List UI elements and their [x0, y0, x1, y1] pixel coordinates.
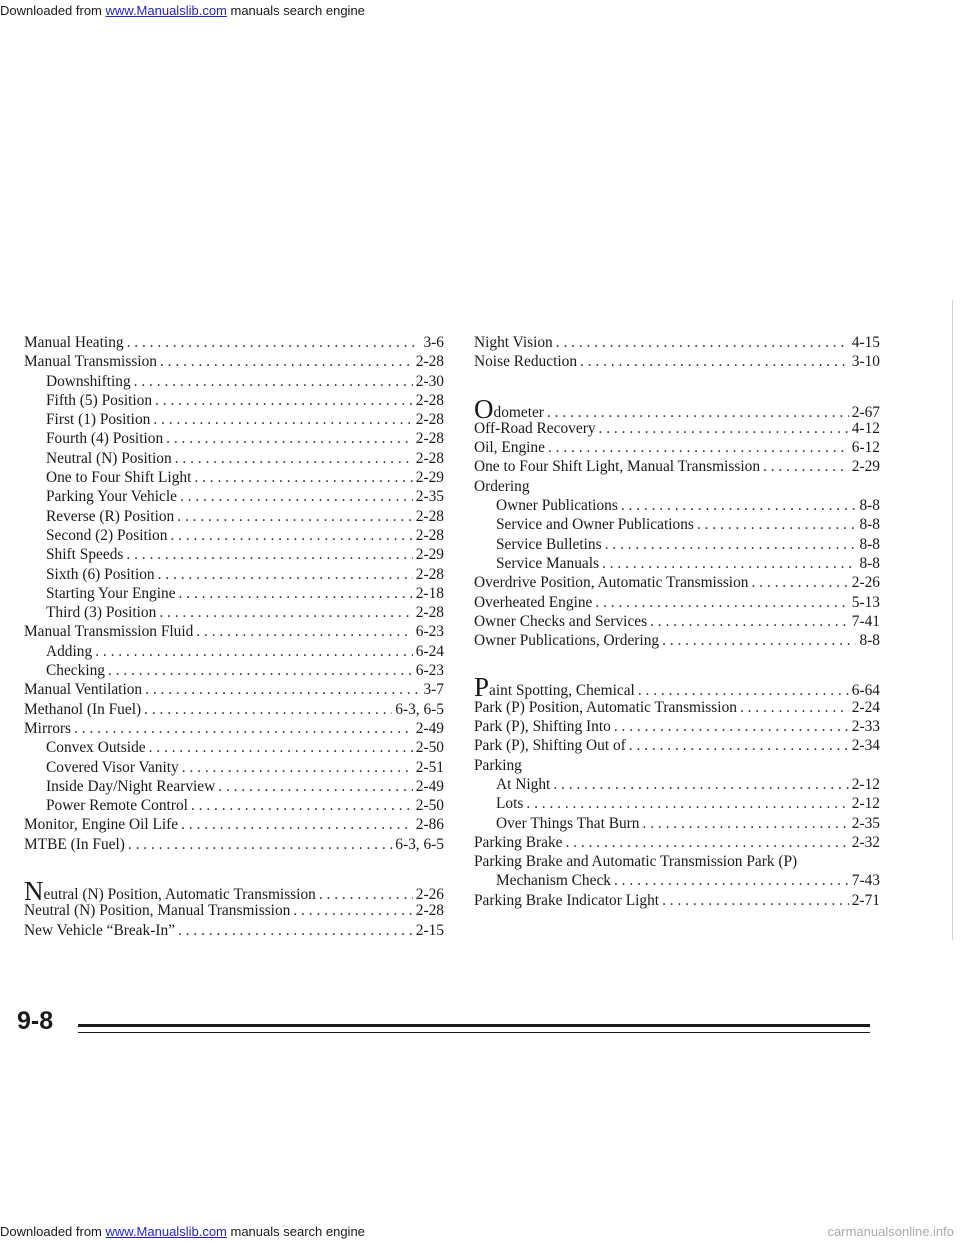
- index-term: [496, 496, 618, 515]
- dot-leader: [128, 835, 392, 854]
- index-page-ref: 3-6: [423, 334, 444, 351]
- index-term: [474, 631, 659, 650]
- index-term: Reverse (R) Position: [46, 507, 175, 525]
- download-banner: [0, 0, 960, 22]
- index-term-text: Park (P), Shifting Into: [474, 718, 611, 736]
- manualslib-link[interactable]: www.Manualslib.com: [105, 3, 227, 18]
- dot-leader: [751, 573, 848, 592]
- index-column-left: [24, 333, 444, 940]
- index-term: [496, 871, 611, 890]
- dot-leader: [293, 901, 412, 920]
- footer-banner-suffix: manuals search engine: [226, 1224, 365, 1239]
- index-term: Manual Heating: [24, 334, 124, 351]
- dot-leader: [180, 487, 413, 506]
- index-term: [474, 457, 760, 476]
- dot-leader: [158, 565, 413, 584]
- dot-leader: [553, 775, 848, 794]
- index-term-text: Over Things That Burn: [496, 814, 640, 832]
- index-term: [496, 554, 599, 573]
- index-page-ref: 2-50: [415, 739, 444, 757]
- section-gap: [474, 650, 880, 678]
- index-page-ref: 2-71: [851, 891, 880, 909]
- index-term: [474, 891, 659, 910]
- index-page-ref: 2-12: [851, 795, 880, 813]
- index-entry: [24, 777, 444, 796]
- index-entry: [474, 457, 880, 476]
- index-term: Shift Speeds: [46, 546, 124, 564]
- index-term-text: New Vehicle “Break-In”: [24, 921, 175, 939]
- index-term: [496, 814, 640, 833]
- index-page-ref: 2-12: [851, 775, 880, 793]
- dot-leader: [175, 449, 413, 468]
- index-entry: [474, 393, 880, 424]
- index-entry: [474, 871, 880, 890]
- dot-leader: [134, 372, 413, 391]
- index-page-ref: 2-33: [851, 718, 880, 736]
- index-page-ref: 2-67: [851, 403, 880, 421]
- index-entry: [474, 756, 880, 775]
- index-term-text: Parking: [474, 756, 522, 774]
- index-term: [474, 736, 626, 755]
- index-term-text: Lots: [496, 795, 524, 813]
- index-term-text: Park (P) Position, Automatic Transmission: [474, 698, 737, 716]
- index-term: Downshifting: [46, 372, 131, 390]
- index-term: Methanol (In Fuel): [24, 700, 142, 718]
- footer-manualslib-link[interactable]: www.Manualslib.com: [105, 1224, 227, 1239]
- index-page-ref: 6-12: [851, 439, 880, 457]
- index-term: Fifth (5) Position: [46, 391, 153, 409]
- dot-leader: [194, 468, 412, 487]
- index-page-ref: 2-50: [415, 797, 444, 815]
- watermark: carmanualsonline.info: [827, 1224, 954, 1239]
- dot-leader: [526, 794, 848, 813]
- index-page-ref: 6-23: [415, 662, 444, 680]
- index-page-ref: 6-3, 6-5: [395, 835, 444, 853]
- index-entry: [24, 507, 444, 526]
- dot-leader: [153, 410, 412, 429]
- index-term: Manual Transmission Fluid: [24, 623, 194, 641]
- index-term-text: Service and Owner Publications: [496, 516, 694, 534]
- index-entry: [474, 717, 880, 736]
- index-term: Second (2) Position: [46, 526, 168, 544]
- index-term: [474, 419, 596, 438]
- index-entry: [24, 391, 444, 410]
- index-page-ref: 2-49: [415, 719, 444, 737]
- index-page-ref: 2-28: [415, 411, 444, 429]
- index-term: Parking Your Vehicle: [46, 488, 177, 506]
- index-page-ref: 2-32: [851, 833, 880, 851]
- index-term: [496, 535, 602, 554]
- dot-leader: [580, 352, 849, 371]
- index-page-ref: 3-7: [423, 681, 444, 699]
- dot-leader: [599, 419, 849, 438]
- index-term: [496, 515, 694, 534]
- index-entry: [24, 526, 444, 545]
- dot-leader: [182, 758, 413, 777]
- dot-leader: [697, 515, 857, 534]
- index-page-ref: 2-30: [415, 372, 444, 390]
- section-initial-letter: P: [474, 672, 490, 703]
- index-page-ref: 2-28: [415, 902, 444, 920]
- dot-leader: [145, 680, 420, 699]
- index-entry: [24, 545, 444, 564]
- index-term-text: At Night: [496, 775, 551, 793]
- dot-leader: [179, 584, 413, 603]
- index-term: [474, 698, 737, 717]
- index-term-text: Mechanism Check: [496, 872, 611, 890]
- index-entry: [24, 815, 444, 834]
- index-page-ref: 6-64: [851, 682, 880, 700]
- page-number: 9-8: [17, 1007, 54, 1035]
- index-page-ref: 8-8: [859, 497, 880, 515]
- index-term-text: eutral (N) Position, Automatic Transmission: [43, 886, 316, 904]
- index-term: Covered Visor Vanity: [46, 758, 179, 776]
- index-page-ref: 2-28: [415, 391, 444, 409]
- index-term: Adding: [46, 642, 93, 660]
- index-page-ref: 6-24: [415, 642, 444, 660]
- index-entry: [24, 835, 444, 854]
- index-term-text: Owner Publications, Ordering: [474, 632, 660, 650]
- index-entry: [474, 852, 880, 871]
- dot-leader: [614, 717, 849, 736]
- dot-leader: [178, 921, 413, 940]
- index-term: Third (3) Position: [46, 604, 157, 622]
- dot-leader: [181, 815, 413, 834]
- index-term: Fourth (4) Position: [46, 430, 164, 448]
- dot-leader: [763, 457, 849, 476]
- index-entry: [24, 876, 444, 907]
- index-entry: [474, 794, 880, 813]
- index-column-right: [474, 333, 880, 910]
- index-entry: [24, 603, 444, 622]
- index-page-ref: 2-26: [851, 574, 880, 592]
- index-page-ref: 6-23: [415, 623, 444, 641]
- index-term-text: Parking Brake Indicator Light: [474, 891, 660, 909]
- index-term-text: aint Spotting, Chemical: [489, 682, 635, 700]
- index-term: [474, 852, 797, 871]
- index-page-ref: 4-15: [851, 334, 880, 351]
- footer-banner-prefix: Downloaded from: [0, 1224, 106, 1239]
- index-entry: [474, 352, 880, 371]
- index-term-text: Service Manuals: [496, 554, 600, 572]
- index-term: [474, 756, 522, 775]
- dot-leader: [614, 871, 849, 890]
- index-term: Neutral (N) Position: [46, 449, 172, 467]
- dot-leader: [74, 719, 413, 738]
- index-entry: [474, 833, 880, 852]
- index-term: [496, 794, 523, 813]
- index-entry: [24, 487, 444, 506]
- footer-rule-thick: [78, 1024, 870, 1027]
- index-entry: [24, 429, 444, 448]
- index-entry: [24, 333, 444, 352]
- index-term-text: Ordering: [474, 477, 530, 495]
- index-page-ref: 2-28: [415, 430, 444, 448]
- dot-leader: [144, 700, 392, 719]
- index-entry: [24, 719, 444, 738]
- index-page-ref: 2-15: [415, 921, 444, 939]
- index-term-text: Oil, Engine: [474, 439, 545, 457]
- index-term: Monitor, Engine Oil Life: [24, 816, 179, 834]
- banner-prefix: Downloaded from: [0, 3, 106, 18]
- index-entry: [474, 736, 880, 755]
- index-entry: [474, 814, 880, 833]
- index-term: Night Vision: [474, 334, 553, 351]
- index-entry: [474, 419, 880, 438]
- index-entry: [474, 891, 880, 910]
- dot-leader: [662, 631, 856, 650]
- index-page-ref: 2-28: [415, 449, 444, 467]
- page-edge-line: [952, 300, 953, 940]
- index-entry: [474, 775, 880, 794]
- index-entry: [24, 661, 444, 680]
- index-page-ref: 2-51: [415, 758, 444, 776]
- index-entry: [24, 680, 444, 699]
- index-term: Manual Ventilation: [24, 681, 143, 699]
- dot-leader: [602, 554, 856, 573]
- index-entry: [24, 584, 444, 603]
- index-term: Noise Reduction: [474, 353, 578, 371]
- index-term: [474, 717, 611, 736]
- index-term: [24, 921, 175, 940]
- dot-leader: [565, 833, 848, 852]
- dot-leader: [548, 438, 849, 457]
- index-page-ref: 8-8: [859, 535, 880, 553]
- index-entry: [474, 333, 880, 352]
- index-entry: [24, 921, 444, 940]
- index-page-ref: 2-29: [851, 458, 880, 476]
- index-entry: [24, 449, 444, 468]
- section-initial-letter: N: [24, 876, 44, 907]
- index-entry: [474, 593, 880, 612]
- index-term: Manual Transmission: [24, 353, 157, 371]
- index-entry: [24, 796, 444, 815]
- dot-leader: [170, 526, 412, 545]
- dot-leader: [126, 545, 412, 564]
- index-page-ref: 4-12: [851, 419, 880, 437]
- index-term: Sixth (6) Position: [46, 565, 155, 583]
- index-term: One to Four Shift Light: [46, 469, 192, 487]
- index-term: First (1) Position: [46, 411, 151, 429]
- dot-leader: [177, 507, 413, 526]
- index-entry: [24, 758, 444, 777]
- section-initial-letter: O: [474, 393, 494, 424]
- index-term: Starting Your Engine: [46, 584, 176, 602]
- index-page-ref: 8-8: [859, 632, 880, 650]
- index-page-ref: 2-28: [415, 526, 444, 544]
- dot-leader: [740, 698, 849, 717]
- index-entry: [24, 738, 444, 757]
- index-term: [474, 573, 748, 592]
- index-term-text: Neutral (N) Position, Manual Transmission: [24, 902, 291, 920]
- index-page-ref: 5-13: [851, 593, 880, 611]
- index-entry: [24, 352, 444, 371]
- index-page-ref: 2-34: [851, 737, 880, 755]
- index-term: MTBE (In Fuel): [24, 835, 125, 853]
- index-term: Checking: [46, 662, 105, 680]
- dot-leader: [621, 496, 857, 515]
- index-entry: [474, 554, 880, 573]
- index-entry: [474, 496, 880, 515]
- index-term: [474, 438, 545, 457]
- dot-leader: [605, 535, 857, 554]
- index-entry: [474, 672, 880, 703]
- index-term: [24, 901, 290, 920]
- dot-leader: [556, 333, 849, 352]
- index-term-text: Owner Publications: [496, 497, 618, 515]
- index-entry: [474, 631, 880, 650]
- dot-leader: [629, 736, 849, 755]
- dot-leader: [643, 814, 849, 833]
- index-term: [496, 775, 550, 794]
- index-term-text: dometer: [493, 403, 544, 421]
- index-term: [474, 593, 592, 612]
- index-entry: [24, 565, 444, 584]
- index-term: [474, 833, 562, 852]
- index-entry: [24, 468, 444, 487]
- dot-leader: [160, 352, 413, 371]
- dot-leader: [166, 429, 413, 448]
- index-term: Convex Outside: [46, 739, 146, 757]
- section-gap: [474, 372, 880, 400]
- index-term-text: One to Four Shift Light, Manual Transmission: [474, 458, 761, 476]
- index-entry: [24, 642, 444, 661]
- index-entry: [24, 410, 444, 429]
- index-entry: [474, 612, 880, 631]
- index-page-ref: 2-28: [415, 604, 444, 622]
- index-page-ref: 2-24: [851, 698, 880, 716]
- index-term-text: Service Bulletins: [496, 535, 602, 553]
- dot-leader: [149, 738, 413, 757]
- index-page-ref: 2-18: [415, 584, 444, 602]
- index-page-ref: 2-35: [415, 488, 444, 506]
- download-footer: [0, 1222, 960, 1242]
- dot-leader: [95, 642, 413, 661]
- index-term: Inside Day/Night Rearview: [46, 777, 216, 795]
- index-term-text: Owner Checks and Services: [474, 612, 648, 630]
- index-page-ref: 2-86: [415, 816, 444, 834]
- index-page-ref: 2-28: [415, 353, 444, 371]
- index-entry: [24, 372, 444, 391]
- section-gap: [24, 854, 444, 882]
- dot-leader: [595, 593, 848, 612]
- index-term-text: Overdrive Position, Automatic Transmission: [474, 574, 749, 592]
- index-term: [474, 477, 530, 496]
- index-entry: [474, 698, 880, 717]
- index-term-text: Park (P), Shifting Out of: [474, 737, 626, 755]
- index-entry: [474, 438, 880, 457]
- dot-leader: [127, 333, 421, 352]
- index-page-ref: 2-29: [415, 469, 444, 487]
- dot-leader: [218, 777, 413, 796]
- index-page-ref: 3-10: [851, 353, 880, 371]
- index-page-ref: 2-49: [415, 777, 444, 795]
- index-page-ref: 2-26: [415, 886, 444, 904]
- dot-leader: [650, 612, 849, 631]
- index-entry: [474, 515, 880, 534]
- index-page-ref: 6-3, 6-5: [395, 700, 444, 718]
- index-term-text: Parking Brake and Automatic Transmission Park (P): [474, 853, 798, 871]
- index-page-ref: 7-43: [851, 872, 880, 890]
- dot-leader: [191, 796, 413, 815]
- index-page-ref: 2-35: [851, 814, 880, 832]
- dot-leader: [662, 891, 849, 910]
- dot-leader: [155, 391, 413, 410]
- index-entry: [24, 622, 444, 641]
- index-term-text: Overheated Engine: [474, 593, 593, 611]
- index-page-ref: 2-28: [415, 507, 444, 525]
- index-entry: [24, 700, 444, 719]
- index-page-ref: 2-29: [415, 546, 444, 564]
- index-page-ref: 7-41: [851, 612, 880, 630]
- index-entry: [474, 573, 880, 592]
- index-page-ref: 8-8: [859, 516, 880, 534]
- dot-leader: [196, 622, 412, 641]
- index-entry: [474, 535, 880, 554]
- dot-leader: [108, 661, 413, 680]
- banner-suffix: manuals search engine: [226, 3, 365, 18]
- index-term-text: Off-Road Recovery: [474, 419, 596, 437]
- dot-leader: [159, 603, 412, 622]
- index-entry: [24, 901, 444, 920]
- index-term: Power Remote Control: [46, 797, 188, 815]
- index-page-ref: 8-8: [859, 554, 880, 572]
- index-page-ref: 2-28: [415, 565, 444, 583]
- index-term: Mirrors: [24, 719, 72, 737]
- footer-rule-thin: [78, 1032, 870, 1033]
- index-entry: [474, 477, 880, 496]
- index-term-text: Parking Brake: [474, 833, 563, 851]
- index-term: [474, 612, 647, 631]
